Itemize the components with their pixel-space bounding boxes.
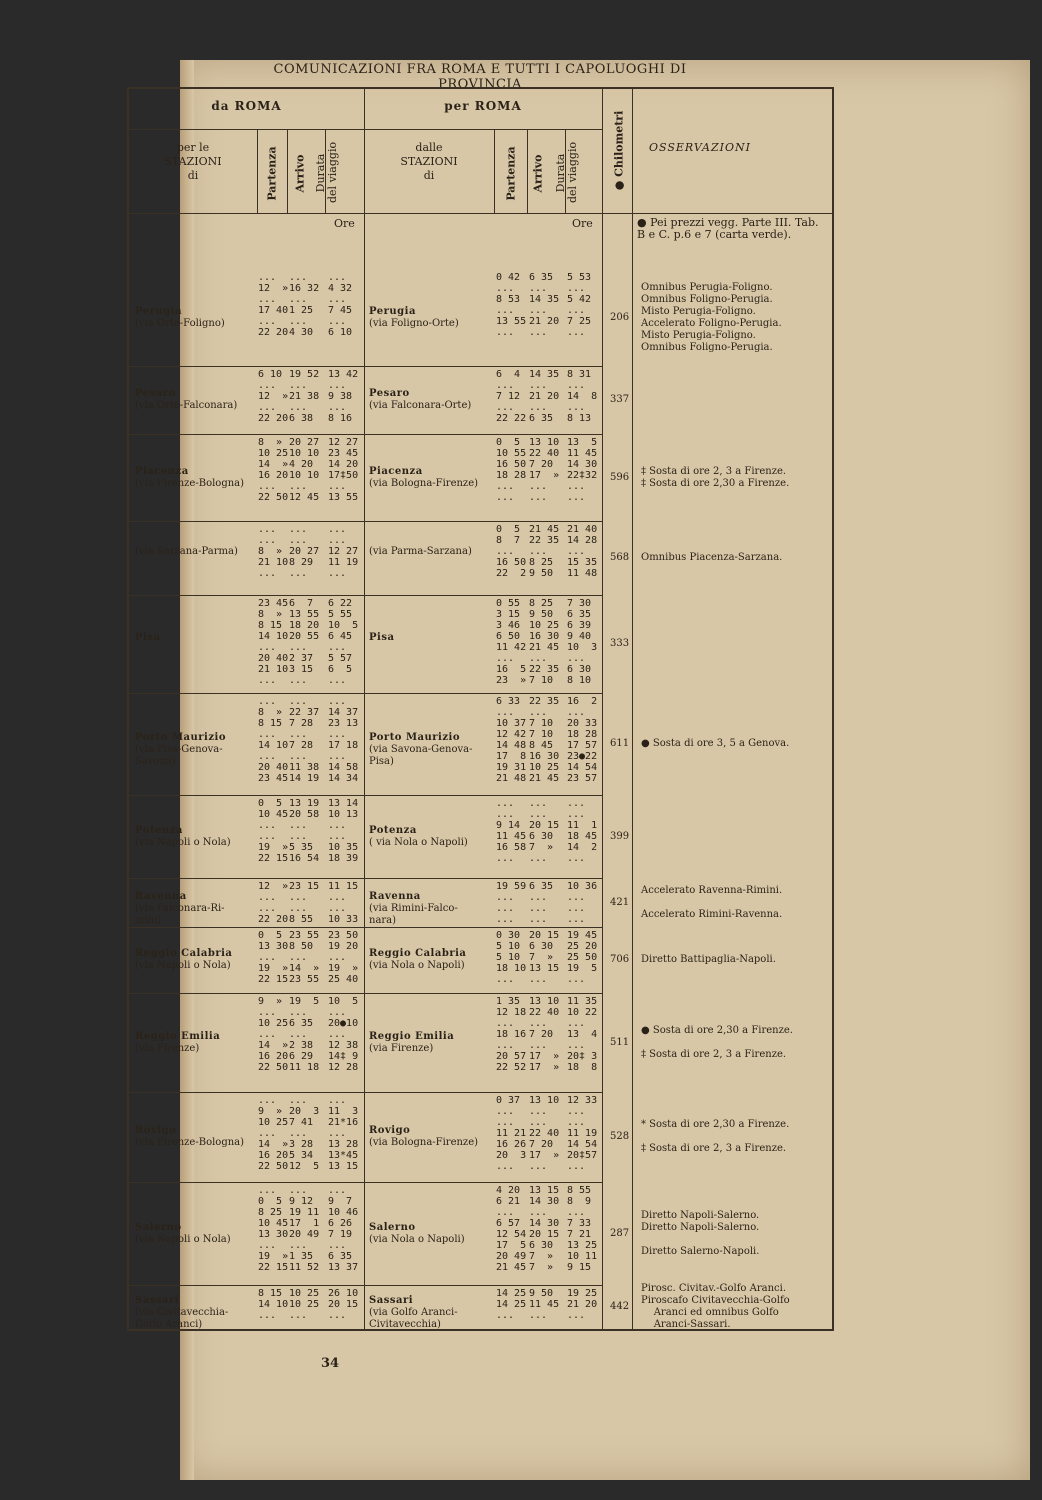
observations: Omnibus Piacenza-Sarzana. [641, 552, 783, 563]
station-from [135, 948, 260, 972]
col-di: di [187, 169, 199, 182]
station-name: Reggio Emilia [135, 1030, 221, 1042]
station-name: Potenza [135, 824, 183, 836]
duration-times: ... 4 32 ... 7 45 ... 6 10 [328, 272, 353, 338]
station-to [369, 1222, 493, 1246]
observations: * Sosta di ore 2,30 a Firenze. ‡ Sosta di ore 2, 3 a Firenze. [641, 1119, 790, 1154]
station-name: Pisa [135, 632, 161, 643]
return-departure-times: 0 5 10 55 16 50 18 28 ... ... [496, 437, 527, 503]
departure-times: ... 9 » 10 25 ... 14 » 16 20 22 50 [258, 1095, 289, 1172]
station-via: (via Orte-Falconara) [135, 400, 238, 411]
group-to-rome: per ROMA [444, 99, 522, 113]
col-partenza-2: Partenza [504, 146, 518, 201]
timetable [127, 87, 834, 1331]
station-to [369, 948, 493, 972]
return-departure-times: 1 35 12 18 ... 18 16 ... 20 57 22 52 [496, 996, 527, 1073]
col-di-2: di [423, 169, 435, 182]
departure-times: ... 0 5 8 25 10 45 13 30 ... 19 » 22 15 [258, 1185, 289, 1273]
group-from-rome: da ROMA [211, 99, 282, 113]
return-arrival-times: 13 10 22 40 ... 7 20 ... 17 » 17 » [529, 996, 560, 1073]
arrival-times: 10 25 10 25 ... [289, 1288, 320, 1321]
return-duration-times: 19 25 21 20 ... [567, 1288, 598, 1321]
station-name: Reggio Calabria [135, 948, 233, 959]
station-name: Rovigo [369, 1125, 411, 1136]
station-via: (via Firenze) [369, 1042, 434, 1054]
col-del-viaggio: del viaggio [326, 141, 339, 203]
return-duration-times: 8 31 ... 14 8 ... 8 13 [567, 369, 598, 424]
station-to [369, 388, 493, 412]
station-name: Salerno [135, 1221, 182, 1233]
station-via: ( via Nola o Napoli) [369, 836, 468, 848]
duration-times: 6 22 5 55 10 5 6 45 ... 5 57 6 5 ... [328, 598, 359, 686]
duration-times: 23 50 19 20 ... 19 » 25 40 [328, 930, 359, 985]
station-from [135, 388, 260, 412]
col-arrivo-2: Arrivo [531, 154, 545, 193]
return-departure-times: 14 25 14 25 ... [496, 1288, 527, 1321]
station-name: Pisa [369, 632, 395, 643]
return-duration-times: 10 36 ... ... ... [567, 881, 598, 925]
station-name: Porto Maurizio [135, 732, 226, 743]
observations: ‡ Sosta di ore 2, 3 a Firenze. ‡ Sosta di ore 2,30 a Firenze. [641, 465, 790, 489]
return-arrival-times: 14 35 ... 21 20 ... 6 35 [529, 369, 560, 424]
station-via: (via Rimini-Falco- nara) [369, 902, 458, 926]
station-from [135, 825, 260, 849]
return-arrival-times: ... ... 20 15 6 30 7 » ... [529, 798, 560, 864]
station-from [135, 546, 260, 558]
station-via: (via Bologna-Firenze) [369, 1137, 479, 1148]
duration-times: ... 14 37 23 13 ... 17 18 ... 14 58 14 34 [328, 696, 359, 784]
distance-km: 568 [610, 552, 630, 563]
station-to [369, 1031, 493, 1055]
page-header: COMUNICAZIONI FRA ROMA E TUTTI I CAPOLUOGHI DI PROVINCIA [273, 62, 687, 92]
return-duration-times: 5 53 ... 5 42 ... 7 25 ... [567, 272, 592, 338]
return-arrival-times: 6 35 ... ... ... [529, 881, 554, 925]
observations: ● Sosta di ore 2,30 a Firenze. ‡ Sosta di ore 2, 3 a Firenze. [641, 1024, 793, 1060]
col-osservazioni: OSSERVAZIONI [649, 141, 751, 154]
station-name: Ravenna [369, 890, 421, 902]
departure-times: ... 8 » 8 15 ... 14 10 ... 20 40 23 45 [258, 696, 289, 784]
station-to [369, 825, 493, 849]
return-arrival-times: 13 10 ... ... 22 40 7 20 17 » ... [529, 1095, 560, 1172]
station-name: Perugia [135, 305, 182, 317]
station-via: (via Firenze-Bologna) [135, 1137, 245, 1148]
distance-km: 337 [610, 394, 630, 405]
return-arrival-times: 20 15 6 30 7 » 13 15 ... [529, 930, 560, 985]
col-durata-2: Durata [554, 153, 567, 193]
duration-times: 13 14 10 13 ... ... 10 35 18 39 [328, 798, 359, 864]
return-arrival-times: 13 15 14 30 ... 14 30 20 15 6 30 7 » 7 » [529, 1185, 560, 1273]
distance-km: 442 [610, 1301, 630, 1312]
station-from [135, 632, 260, 644]
distance-km: 421 [610, 896, 630, 908]
distance-km: 596 [610, 471, 630, 483]
duration-times: 26 10 20 15 ... [328, 1288, 359, 1321]
distance-km: 528 [610, 1131, 630, 1142]
departure-times: 0 5 13 30 ... 19 » 22 15 [258, 930, 289, 985]
station-via: (via Nola o Napoli) [369, 960, 465, 971]
return-arrival-times: 6 35 ... 14 35 ... 21 20 ... [529, 272, 560, 338]
return-duration-times: 16 2 ... 20 33 18 28 17 57 23●22 14 54 23 57 [567, 696, 598, 784]
col-durata: Durata [314, 153, 327, 193]
return-departure-times: 0 37 ... ... 11 21 16 26 20 3 ... [496, 1095, 527, 1172]
arrival-times: ... 20 3 7 41 ... 3 28 5 34 12 5 [289, 1095, 320, 1172]
station-to [369, 632, 493, 644]
duration-times: 13 42 ... 9 38 ... 8 16 [328, 369, 359, 424]
departure-times: 8 » 10 25 14 » 16 20 ... 22 50 [258, 437, 289, 503]
col-stazioni-2: STAZIONI [400, 155, 458, 168]
station-via: (via Savona-Genova- Pisa) [369, 744, 473, 767]
station-to [369, 1125, 493, 1149]
station-from [135, 1125, 260, 1149]
ore-label-2: Ore [572, 217, 593, 230]
return-departure-times: 4 20 6 21 ... 6 57 12 54 17 5 20 49 21 45 [496, 1185, 527, 1273]
return-duration-times: 12 33 ... ... 11 19 14 54 20‡57 ... [567, 1095, 598, 1172]
distance-km: 511 [610, 1036, 630, 1048]
col-dalle: dalle [415, 141, 443, 154]
station-to [369, 466, 493, 490]
station-via: (via Sarzana-Parma) [135, 546, 238, 557]
distance-km: 706 [610, 954, 630, 965]
station-name: Reggio Calabria [369, 948, 467, 959]
return-departure-times: 0 5 8 7 ... 16 50 22 2 [496, 524, 527, 579]
observations: Pirosc. Civitav.-Golfo Aranci. Piroscafo Civitavecchia-Golfo Aranci ed omnibus Golfo Aranci-Sassari. [641, 1283, 790, 1330]
arrival-times: ... 16 32 ... 1 25 ... 4 30 [289, 272, 320, 338]
distance-km: 399 [610, 830, 630, 842]
station-via: (via Golfo Aranci- Civitavecchia) [369, 1307, 458, 1330]
station-via: (via Bologna-Firenze) [369, 477, 479, 489]
station-via: (via Firenze) [135, 1042, 200, 1054]
station-via: (via Parma-Sarzana) [369, 546, 472, 557]
return-departure-times: ... ... 9 14 11 45 16 58 ... [496, 798, 527, 864]
station-name: Perugia [369, 305, 416, 317]
arrival-times: 23 55 8 50 ... 14 » 23 55 [289, 930, 320, 985]
arrival-times: 23 15 ... ... 8 55 [289, 881, 320, 925]
return-departure-times: 0 42 ... 8 53 ... 13 55 ... [496, 272, 527, 338]
return-arrival-times: 22 35 ... 7 10 7 10 8 45 16 30 10 25 21 45 [529, 696, 560, 784]
departure-times: 8 15 14 10 ... [258, 1288, 289, 1321]
distance-km: 287 [610, 1227, 630, 1239]
ore-label: Ore [334, 217, 355, 230]
col-per-le: per le [176, 141, 210, 154]
station-from [135, 466, 260, 490]
station-via: (via Falconara-Ri- mini) [135, 902, 225, 926]
duration-times: 12 27 23 45 14 20 17‡50 ... 13 55 [328, 437, 359, 503]
station-via: (via Napoli o Nola) [135, 960, 231, 971]
station-name: Pesaro [135, 388, 176, 399]
station-name: Piacenza [135, 465, 189, 477]
station-to [369, 891, 493, 927]
station-via: (via Pisa-Genova- Savona) [135, 744, 223, 767]
station-via: (via Firenze-Bologna) [135, 477, 245, 489]
return-departure-times: 0 30 5 10 5 10 18 10 ... [496, 930, 527, 985]
duration-times: 10 5 ... 20●10 ... 12 38 14‡ 9 12 28 [328, 996, 359, 1073]
departure-times: 12 » ... ... 22 20 [258, 881, 289, 925]
station-via: (via Orte-Foligno) [135, 317, 225, 329]
station-via: (via Falconara-Orte) [369, 400, 472, 411]
return-arrival-times: 21 45 22 35 ... 8 25 9 50 [529, 524, 560, 579]
arrival-times: ... 9 12 19 11 17 1 20 49 ... 1 35 11 52 [289, 1185, 320, 1273]
arrival-times: 20 27 10 10 4 20 10 10 ... 12 45 [289, 437, 320, 503]
station-name: Potenza [369, 824, 417, 836]
station-via: (via Nola o Napoli) [369, 1233, 465, 1245]
return-duration-times: 8 55 8 9 ... 7 33 7 21 13 25 10 11 9 15 [567, 1185, 598, 1273]
arrival-times: 19 52 ... 21 38 ... 6 38 [289, 369, 320, 424]
station-from [135, 891, 260, 927]
station-via: (via Civitavecchia- Golfo Aranci) [135, 1307, 229, 1330]
page-number: 34 [321, 1356, 340, 1371]
duration-times: ... 11 3 21*16 ... 13 28 13*45 13 15 [328, 1095, 359, 1172]
station-name: Ravenna [135, 890, 187, 902]
station-via: (via Napoli o Nola) [135, 1233, 231, 1245]
return-arrival-times: 8 25 9 50 10 25 16 30 21 45 ... 22 35 7 10 [529, 598, 560, 686]
return-departure-times: 6 4 ... 7 12 ... 22 22 [496, 369, 527, 424]
station-name: Salerno [369, 1221, 416, 1233]
station-to [369, 732, 493, 768]
return-duration-times: 19 45 25 20 25 50 19 5 ... [567, 930, 598, 985]
arrival-times: 6 7 13 55 18 20 20 55 ... 2 37 3 15 ... [289, 598, 320, 686]
station-from [135, 1295, 260, 1331]
observations: ● Sosta di ore 3, 5 a Genova. [641, 738, 790, 749]
col-stazioni: STAZIONI [164, 155, 222, 168]
station-name: Sassari [369, 1295, 414, 1306]
col-arrivo: Arrivo [293, 154, 307, 193]
return-arrival-times: 9 50 11 45 ... [529, 1288, 560, 1321]
return-departure-times: 19 59 ... ... ... [496, 881, 527, 925]
duration-times: 11 15 ... ... 10 33 [328, 881, 359, 925]
station-name: Porto Maurizio [369, 732, 460, 743]
duration-times: ... 9 7 10 46 6 26 7 19 ... 6 35 13 37 [328, 1185, 359, 1273]
col-del-viaggio-2: del viaggio [566, 141, 579, 203]
departure-times: 0 5 10 45 ... ... 19 » 22 15 [258, 798, 289, 864]
station-to [369, 306, 493, 330]
arrival-times: ... ... 20 27 8 29 ... [289, 524, 320, 579]
station-to [369, 546, 493, 558]
observations: Omnibus Perugia-Foligno. Omnibus Foligno-Perugia. Misto Perugia-Foligno. Accelerato Foligno-Perugia. Misto Perugia-Foligno. Omnibus Foligno-Perugia. [641, 281, 782, 353]
return-arrival-times: 13 10 22 40 7 20 17 » ... ... [529, 437, 560, 503]
return-duration-times: 7 30 6 35 6 39 9 40 10 3 ... 6 30 8 10 [567, 598, 598, 686]
departure-times: 9 » ... 10 25 ... 14 » 16 20 22 50 [258, 996, 289, 1073]
col-chilometri: ● Chilometri [612, 110, 626, 191]
duration-times: ... ... 12 27 11 19 ... [328, 524, 359, 579]
arrival-times: ... 22 37 7 28 ... 7 28 ... 11 38 14 19 [289, 696, 320, 784]
departure-times: 6 10 ... 12 » ... 22 20 [258, 369, 289, 424]
station-name: Pesaro [369, 388, 410, 399]
arrival-times: 19 5 ... 6 35 ... 2 38 6 29 11 18 [289, 996, 320, 1073]
return-duration-times: 21 40 14 28 ... 15 35 11 48 [567, 524, 598, 579]
observations: Accelerato Ravenna-Rimini. Accelerato Rimini-Ravenna. [641, 884, 783, 920]
station-from [135, 306, 260, 330]
return-duration-times: 13 5 11 45 14 30 22‡32 ... ... [567, 437, 598, 503]
col-partenza: Partenza [265, 146, 279, 201]
return-duration-times: ... ... 11 1 18 45 14 2 ... [567, 798, 598, 864]
station-name: Piacenza [369, 465, 423, 477]
observations: Diretto Napoli-Salerno. Diretto Napoli-Salerno. Diretto Salerno-Napoli. [641, 1209, 760, 1257]
station-name: Sassari [135, 1295, 180, 1306]
departure-times: 23 45 8 » 8 15 14 10 ... 20 40 21 10 ... [258, 598, 289, 686]
distance-km: 333 [610, 638, 630, 649]
station-name: Rovigo [135, 1125, 177, 1136]
station-to [369, 1295, 493, 1331]
station-from [135, 1031, 260, 1055]
station-from [135, 1222, 260, 1246]
return-duration-times: 11 35 10 22 ... 13 4 ... 20‡ 3 18 8 [567, 996, 598, 1073]
distance-km: 206 [610, 311, 630, 323]
return-departure-times: 6 33 ... 10 37 12 42 14 48 17 8 19 31 21 48 [496, 696, 527, 784]
station-via: (via Foligno-Orte) [369, 317, 459, 329]
arrival-times: 13 19 20 58 ... ... 5 35 16 54 [289, 798, 320, 864]
note-prices: ● Pei prezzi vegg. Parte III. Tab. B e C. p.6 e 7 (carta verde). [637, 216, 819, 241]
return-departure-times: 0 55 3 15 3 46 6 50 11 42 ... 16 5 23 » [496, 598, 527, 686]
departure-times: ... ... 8 » 21 10 ... [258, 524, 289, 579]
observations: Diretto Battipaglia-Napoli. [641, 954, 776, 965]
station-via: (via Napoli o Nola) [135, 836, 231, 848]
distance-km: 611 [610, 738, 630, 749]
station-name: Reggio Emilia [369, 1030, 455, 1042]
departure-times: ... 12 » ... 17 40 ... 22 20 [258, 272, 289, 338]
station-from [135, 732, 260, 768]
